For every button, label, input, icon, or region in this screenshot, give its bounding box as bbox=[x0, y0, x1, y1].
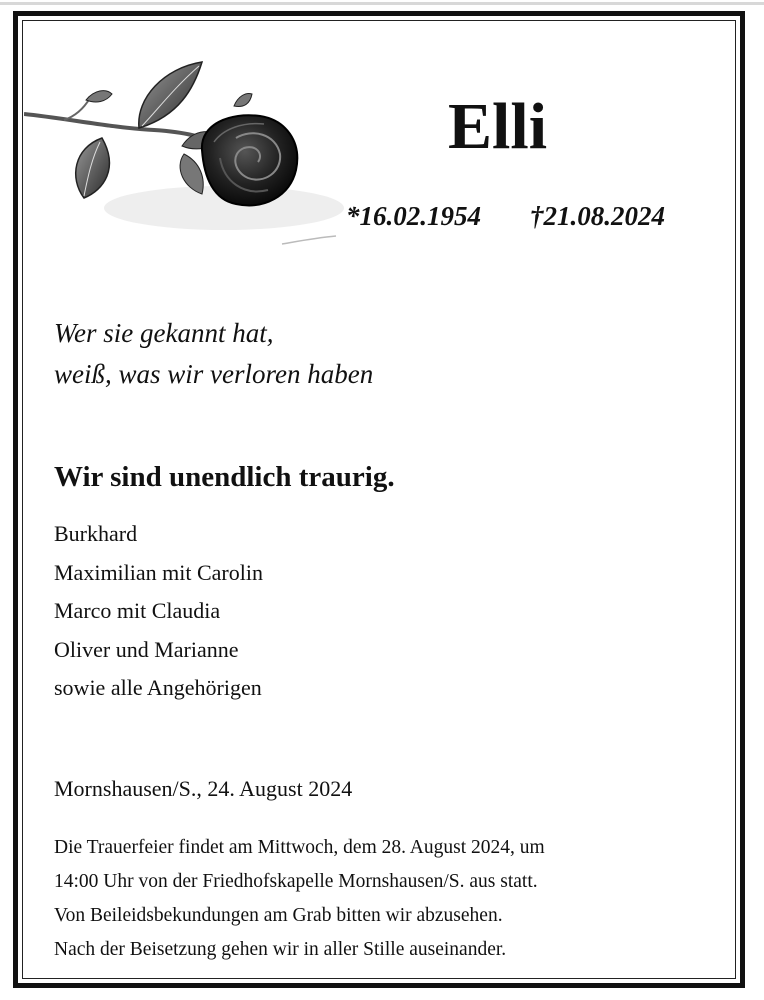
mourner-name: Maximilian mit Carolin bbox=[54, 559, 263, 585]
rose-icon bbox=[24, 58, 344, 258]
details-line: Die Trauerfeier findet am Mittwoch, dem 28. August 2024, um bbox=[54, 837, 545, 858]
mourner-name: Marco mit Claudia bbox=[54, 598, 221, 623]
details-line: Nach der Beisetzung gehen wir in aller Stille auseinander. bbox=[54, 939, 507, 960]
quote-line: Wer sie gekannt hat, bbox=[54, 318, 274, 348]
mourner-name: Oliver und Marianne bbox=[54, 636, 239, 662]
funeral-details bbox=[54, 831, 724, 967]
memorial-quote bbox=[54, 313, 373, 395]
deceased-name: Elli bbox=[448, 90, 548, 163]
quote-line: weiß, was wir verloren haben bbox=[54, 359, 374, 389]
details-line: 14:00 Uhr von der Friedhofskapelle Mornshausen/S. aus statt. bbox=[54, 871, 538, 892]
details-line: Von Beileidsbekundungen am Grab bitten wir abzusehen. bbox=[54, 905, 503, 926]
mourner-name: sowie alle Angehörigen bbox=[54, 675, 262, 700]
death-date: †21.08.2024 bbox=[530, 201, 665, 231]
place-and-date: Mornshausen/S., 24. August 2024 bbox=[54, 776, 353, 801]
page-top-rule bbox=[0, 2, 764, 5]
mourner-name: Burkhard bbox=[54, 521, 138, 546]
grief-headline: Wir sind unendlich traurig. bbox=[54, 461, 395, 493]
mourners-list bbox=[54, 515, 263, 708]
birth-date: *16.02.1954 bbox=[346, 201, 481, 231]
